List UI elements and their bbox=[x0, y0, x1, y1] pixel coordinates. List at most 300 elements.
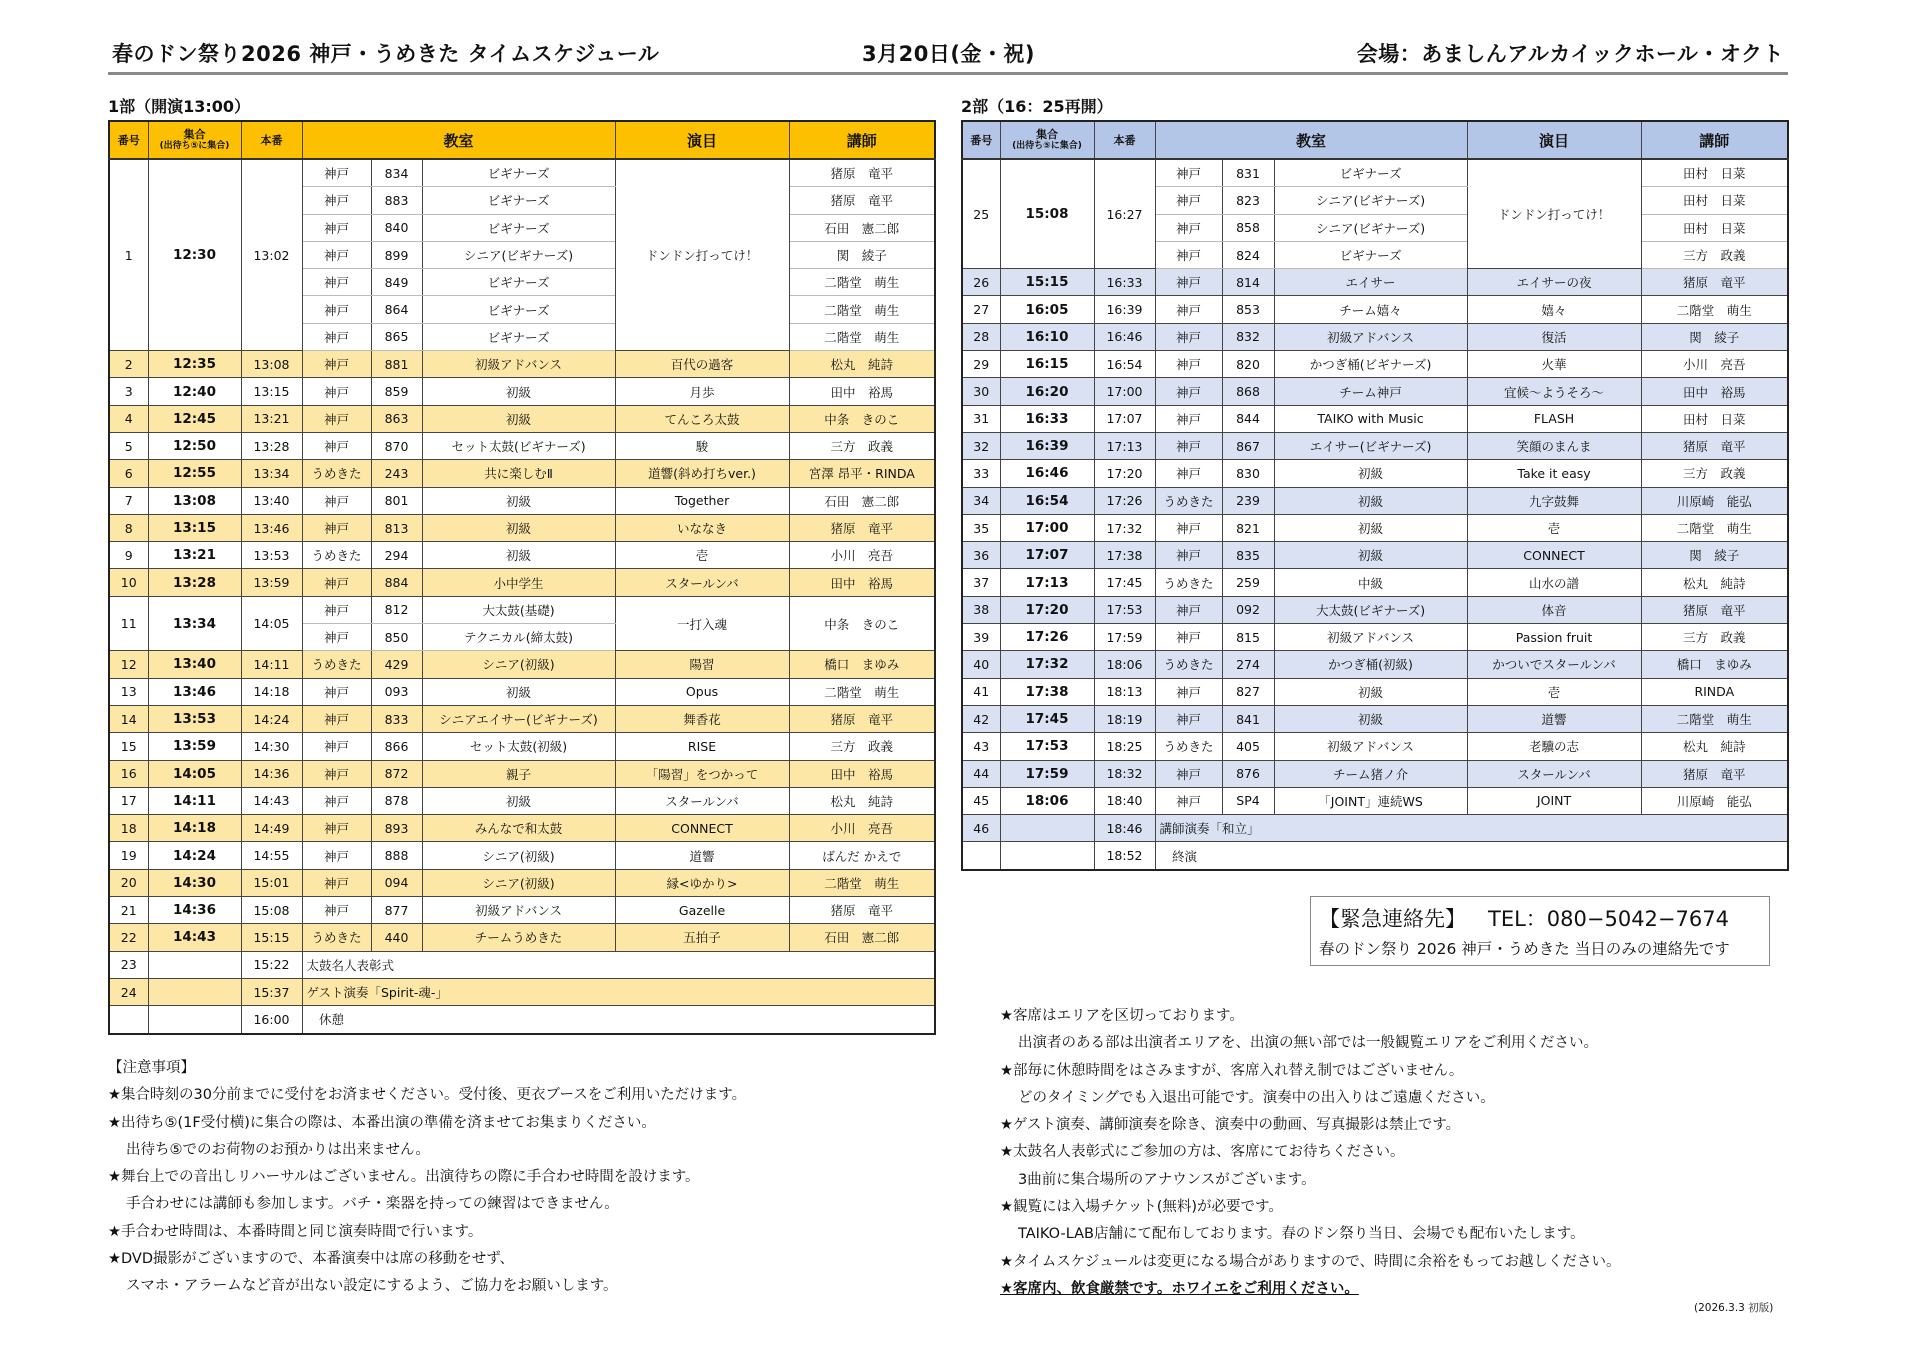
cell-show: 14:11 bbox=[241, 651, 302, 678]
cell-teacher: 松丸 純詩 bbox=[1641, 569, 1788, 596]
cell-gather: 17:13 bbox=[1000, 569, 1094, 596]
table-row bbox=[109, 842, 935, 869]
cell-class: チーム神戸 bbox=[1274, 378, 1467, 405]
cell-show: 15:15 bbox=[241, 924, 302, 951]
header-class: 教室 bbox=[1155, 121, 1467, 159]
table-row bbox=[962, 514, 1788, 541]
cell-location: 神戸 bbox=[1155, 296, 1222, 323]
cell-piece: 百代の過客 bbox=[615, 351, 789, 378]
table-row bbox=[109, 897, 935, 924]
table-row bbox=[109, 869, 935, 896]
cell-no: 12 bbox=[109, 651, 148, 678]
cell-show: 14:55 bbox=[241, 842, 302, 869]
cell-gather: 12:45 bbox=[148, 405, 241, 432]
table-row bbox=[109, 514, 935, 541]
cell-class: テクニカル(締太鼓) bbox=[422, 624, 615, 651]
cell-show: 13:40 bbox=[241, 487, 302, 514]
cell-code: 863 bbox=[371, 405, 422, 432]
cell-no: 24 bbox=[109, 978, 148, 1005]
cell-gather: 13:40 bbox=[148, 651, 241, 678]
cell-show: 17:45 bbox=[1094, 569, 1155, 596]
table-row bbox=[109, 596, 935, 623]
cell-class: シニア(ビギナーズ) bbox=[422, 241, 615, 268]
cell-show: 17:13 bbox=[1094, 432, 1155, 459]
cell-location: 神戸 bbox=[302, 678, 371, 705]
cell-location: 神戸 bbox=[1155, 405, 1222, 432]
cell-teacher: 橋口 まゆみ bbox=[1641, 651, 1788, 678]
cell-gather: 15:15 bbox=[1000, 269, 1094, 296]
cell-code: 824 bbox=[1222, 241, 1274, 268]
cell-gather bbox=[1000, 842, 1094, 870]
cell-no: 25 bbox=[962, 159, 1000, 269]
cell-teacher: 田村 日菜 bbox=[1641, 187, 1788, 214]
cell-teacher: 二階堂 萌生 bbox=[789, 269, 935, 296]
cell-class: エイサー bbox=[1274, 269, 1467, 296]
table-row-event bbox=[109, 1006, 935, 1034]
cell-no: 41 bbox=[962, 678, 1000, 705]
cell-teacher: 二階堂 萌生 bbox=[789, 296, 935, 323]
cell-code: SP4 bbox=[1222, 787, 1274, 814]
cell-class: 初級 bbox=[422, 787, 615, 814]
header-teacher: 講師 bbox=[1641, 121, 1788, 159]
cell-no: 38 bbox=[962, 596, 1000, 623]
cell-piece: 舞香花 bbox=[615, 705, 789, 732]
cell-teacher: 関 綾子 bbox=[1641, 323, 1788, 350]
table-row bbox=[962, 323, 1788, 350]
cell-gather: 17:38 bbox=[1000, 678, 1094, 705]
table-row bbox=[109, 569, 935, 596]
cell-gather: 13:15 bbox=[148, 514, 241, 541]
cell-gather: 12:55 bbox=[148, 460, 241, 487]
note-line: ★太鼓名人表彰式にご参加の方は、客席にてお待ちください。 bbox=[1000, 1144, 1405, 1161]
cell-gather bbox=[148, 978, 241, 1005]
cell-code: 853 bbox=[1222, 296, 1274, 323]
cell-no: 22 bbox=[109, 924, 148, 951]
table-row bbox=[962, 159, 1788, 187]
cell-class: ビギナーズ bbox=[422, 296, 615, 323]
cell-location: 神戸 bbox=[1155, 323, 1222, 350]
cell-code: 831 bbox=[1222, 159, 1274, 187]
cell-no: 14 bbox=[109, 705, 148, 732]
table-row bbox=[962, 269, 1788, 296]
note-line: ★舞台上での音出しリハーサルはございません。出演待ちの際に手合わせ時間を設けます。 bbox=[108, 1169, 700, 1186]
cell-code: 092 bbox=[1222, 596, 1274, 623]
cell-no: 1 bbox=[109, 159, 148, 351]
note-line: ★客席内、飲食厳禁です。ホワイエをご利用ください。 bbox=[1000, 1280, 1359, 1297]
cell-piece: 嬉々 bbox=[1467, 296, 1641, 323]
cell-location: うめきた bbox=[1155, 651, 1222, 678]
note-line: どのタイミングでも入退出可能です。演奏中の出入りはご遠慮ください。 bbox=[1018, 1089, 1495, 1106]
cell-piece: 壱 bbox=[615, 542, 789, 569]
cell-no: 20 bbox=[109, 869, 148, 896]
cell-code: 881 bbox=[371, 351, 422, 378]
cell-location: 神戸 bbox=[302, 787, 371, 814]
table-row bbox=[109, 815, 935, 842]
cell-code: 833 bbox=[371, 705, 422, 732]
cell-code: 840 bbox=[371, 214, 422, 241]
cell-code: 821 bbox=[1222, 514, 1274, 541]
cell-location: 神戸 bbox=[302, 269, 371, 296]
cell-no: 43 bbox=[962, 733, 1000, 760]
cell-location: 神戸 bbox=[302, 241, 371, 268]
table-row bbox=[962, 378, 1788, 405]
cell-gather: 13:21 bbox=[148, 542, 241, 569]
cell-gather: 16:15 bbox=[1000, 351, 1094, 378]
cell-code: 243 bbox=[371, 460, 422, 487]
header-gather-sub: (出待ち⑤に集合) bbox=[159, 141, 230, 151]
cell-teacher: 猪原 竜平 bbox=[1641, 760, 1788, 787]
cell-no: 28 bbox=[962, 323, 1000, 350]
cell-piece: CONNECT bbox=[1467, 542, 1641, 569]
cell-location: 神戸 bbox=[302, 842, 371, 869]
cell-location: うめきた bbox=[1155, 733, 1222, 760]
table-row bbox=[962, 569, 1788, 596]
cell-code: 093 bbox=[371, 678, 422, 705]
cell-location: 神戸 bbox=[1155, 378, 1222, 405]
cell-class: ビギナーズ bbox=[422, 323, 615, 350]
cell-piece: 山水の譜 bbox=[1467, 569, 1641, 596]
table-row bbox=[962, 760, 1788, 787]
cell-class: 大太鼓(基礎) bbox=[422, 596, 615, 623]
cell-piece: かついでスタールンバ bbox=[1467, 651, 1641, 678]
cell-class: みんなで和太鼓 bbox=[422, 815, 615, 842]
cell-class: 小中学生 bbox=[422, 569, 615, 596]
cell-teacher: 三方 政義 bbox=[789, 733, 935, 760]
cell-location: うめきた bbox=[1155, 569, 1222, 596]
cell-class: かつぎ桶(ビギナーズ) bbox=[1274, 351, 1467, 378]
table-row bbox=[962, 596, 1788, 623]
cell-show: 14:43 bbox=[241, 787, 302, 814]
cell-piece: 復活 bbox=[1467, 323, 1641, 350]
cell-location: 神戸 bbox=[1155, 241, 1222, 268]
cell-location: 神戸 bbox=[1155, 514, 1222, 541]
cell-teacher: 二階堂 萌生 bbox=[789, 323, 935, 350]
cell-no: 21 bbox=[109, 897, 148, 924]
cell-teacher: 猪原 竜平 bbox=[789, 897, 935, 924]
cell-piece: 道響 bbox=[615, 842, 789, 869]
cell-code: 883 bbox=[371, 187, 422, 214]
cell-code: 294 bbox=[371, 542, 422, 569]
cell-piece: 駿 bbox=[615, 432, 789, 459]
cell-code: 878 bbox=[371, 787, 422, 814]
cell-class: 中級 bbox=[1274, 569, 1467, 596]
contact-label: 【緊急連絡先】 bbox=[1319, 907, 1466, 931]
cell-class: 共に楽しむⅡ bbox=[422, 460, 615, 487]
table-row bbox=[109, 787, 935, 814]
cell-no: 9 bbox=[109, 542, 148, 569]
cell-code: 888 bbox=[371, 842, 422, 869]
table-row bbox=[962, 624, 1788, 651]
table-row bbox=[109, 378, 935, 405]
cell-class: 初級アドバンス bbox=[422, 351, 615, 378]
table-header-row bbox=[962, 121, 1788, 159]
cell-location: うめきた bbox=[302, 924, 371, 951]
cell-class: セット太鼓(初級) bbox=[422, 733, 615, 760]
cell-class: 初級 bbox=[1274, 514, 1467, 541]
cell-class: チームうめきた bbox=[422, 924, 615, 951]
cell-gather: 14:43 bbox=[148, 924, 241, 951]
cell-gather: 13:08 bbox=[148, 487, 241, 514]
cell-teacher: 川原崎 能弘 bbox=[1641, 787, 1788, 814]
cell-code: 899 bbox=[371, 241, 422, 268]
cell-show: 14:49 bbox=[241, 815, 302, 842]
cell-location: 神戸 bbox=[302, 432, 371, 459]
cell-class: 初級 bbox=[1274, 460, 1467, 487]
cell-location: 神戸 bbox=[302, 351, 371, 378]
cell-teacher: 猪原 竜平 bbox=[1641, 596, 1788, 623]
cell-teacher: 松丸 純詩 bbox=[789, 787, 935, 814]
page-header bbox=[108, 36, 1788, 75]
cell-gather: 16:33 bbox=[1000, 405, 1094, 432]
cell-no: 3 bbox=[109, 378, 148, 405]
notes-right bbox=[1000, 1003, 1621, 1303]
cell-no: 30 bbox=[962, 378, 1000, 405]
table-row bbox=[109, 405, 935, 432]
cell-code: 259 bbox=[1222, 569, 1274, 596]
table-row bbox=[962, 460, 1788, 487]
cell-no: 36 bbox=[962, 542, 1000, 569]
cell-code: 858 bbox=[1222, 214, 1274, 241]
note-line: ★観覧には入場チケット(無料)が必要です。 bbox=[1000, 1199, 1283, 1216]
part1-schedule-table bbox=[108, 120, 936, 1035]
header-no: 番号 bbox=[109, 121, 148, 159]
header-no: 番号 bbox=[962, 121, 1000, 159]
cell-teacher: 三方 政義 bbox=[1641, 460, 1788, 487]
header-show: 本番 bbox=[1094, 121, 1155, 159]
cell-gather: 16:10 bbox=[1000, 323, 1094, 350]
cell-code: 884 bbox=[371, 569, 422, 596]
cell-show: 13:34 bbox=[241, 460, 302, 487]
cell-show: 13:46 bbox=[241, 514, 302, 541]
cell-gather: 13:46 bbox=[148, 678, 241, 705]
cell-location: うめきた bbox=[302, 542, 371, 569]
table-row bbox=[962, 405, 1788, 432]
cell-teacher: 三方 政義 bbox=[1641, 241, 1788, 268]
cell-location: 神戸 bbox=[1155, 187, 1222, 214]
note-line: 出待ち⑤でのお荷物のお預かりは出来ません。 bbox=[126, 1141, 430, 1158]
cell-gather: 18:06 bbox=[1000, 787, 1094, 814]
cell-location: 神戸 bbox=[302, 596, 371, 623]
table-header-row bbox=[109, 121, 935, 159]
table-row-event bbox=[962, 842, 1788, 870]
cell-class: 初級アドバンス bbox=[1274, 733, 1467, 760]
cell-no: 27 bbox=[962, 296, 1000, 323]
cell-show: 13:21 bbox=[241, 405, 302, 432]
cell-teacher: 二階堂 萌生 bbox=[789, 869, 935, 896]
cell-code: 868 bbox=[1222, 378, 1274, 405]
cell-show: 18:40 bbox=[1094, 787, 1155, 814]
cell-teacher: 関 綾子 bbox=[1641, 542, 1788, 569]
note-line: ★タイムスケジュールは変更になる場合がありますので、時間に余裕をもってお越しください。 bbox=[1000, 1253, 1621, 1270]
cell-class: 初級 bbox=[422, 514, 615, 541]
cell-piece: 笑顔のまんま bbox=[1467, 432, 1641, 459]
table-row bbox=[109, 651, 935, 678]
cell-code: 830 bbox=[1222, 460, 1274, 487]
cell-no bbox=[109, 1006, 148, 1034]
cell-no: 6 bbox=[109, 460, 148, 487]
cell-class: シニア(初級) bbox=[422, 842, 615, 869]
header-gather-label: 集合 bbox=[1036, 128, 1058, 141]
cell-class: ビギナーズ bbox=[422, 269, 615, 296]
cell-location: 神戸 bbox=[302, 296, 371, 323]
table-row bbox=[962, 296, 1788, 323]
cell-no: 8 bbox=[109, 514, 148, 541]
cell-location: 神戸 bbox=[302, 159, 371, 187]
cell-show: 18:06 bbox=[1094, 651, 1155, 678]
cell-gather: 14:11 bbox=[148, 787, 241, 814]
cell-code: 239 bbox=[1222, 487, 1274, 514]
cell-piece: 「陽習」をつかって bbox=[615, 760, 789, 787]
cell-gather: 13:34 bbox=[148, 596, 241, 651]
cell-location: うめきた bbox=[1155, 487, 1222, 514]
cell-no: 2 bbox=[109, 351, 148, 378]
cell-teacher: 田中 裕馬 bbox=[789, 569, 935, 596]
cell-teacher: 猪原 竜平 bbox=[789, 705, 935, 732]
cell-gather: 16:05 bbox=[1000, 296, 1094, 323]
cell-teacher: 猪原 竜平 bbox=[1641, 432, 1788, 459]
cell-class: ビギナーズ bbox=[422, 214, 615, 241]
cell-teacher: 関 綾子 bbox=[789, 241, 935, 268]
cell-gather: 17:45 bbox=[1000, 705, 1094, 732]
version-label: (2026.3.3 初版) bbox=[1694, 1302, 1774, 1314]
table-row bbox=[109, 460, 935, 487]
cell-teacher: 二階堂 萌生 bbox=[1641, 705, 1788, 732]
cell-teacher: 田村 日菜 bbox=[1641, 214, 1788, 241]
cell-piece: 五拍子 bbox=[615, 924, 789, 951]
cell-show: 17:53 bbox=[1094, 596, 1155, 623]
cell-class: エイサー(ビギナーズ) bbox=[1274, 432, 1467, 459]
cell-gather: 17:00 bbox=[1000, 514, 1094, 541]
cell-class: 初級 bbox=[422, 378, 615, 405]
notes-left bbox=[108, 1055, 746, 1301]
cell-gather: 17:32 bbox=[1000, 651, 1094, 678]
cell-teacher: 小川 亮吾 bbox=[789, 542, 935, 569]
cell-code: 827 bbox=[1222, 678, 1274, 705]
cell-piece: スタールンバ bbox=[1467, 760, 1641, 787]
cell-show: 14:36 bbox=[241, 760, 302, 787]
cell-location: 神戸 bbox=[1155, 432, 1222, 459]
cell-location: 神戸 bbox=[1155, 596, 1222, 623]
table-row bbox=[962, 787, 1788, 814]
cell-piece: 一打入魂 bbox=[615, 596, 789, 651]
cell-show: 17:26 bbox=[1094, 487, 1155, 514]
cell-gather: 12:50 bbox=[148, 432, 241, 459]
cell-show: 16:54 bbox=[1094, 351, 1155, 378]
cell-teacher: 猪原 竜平 bbox=[789, 514, 935, 541]
cell-class: 初級 bbox=[422, 487, 615, 514]
cell-teacher: 石田 憲二郎 bbox=[789, 487, 935, 514]
cell-teacher: 三方 政義 bbox=[1641, 624, 1788, 651]
cell-teacher: 二階堂 萌生 bbox=[789, 678, 935, 705]
table-row bbox=[962, 487, 1788, 514]
cell-no: 40 bbox=[962, 651, 1000, 678]
cell-class: ビギナーズ bbox=[422, 159, 615, 187]
cell-location: 神戸 bbox=[302, 405, 371, 432]
cell-show: 17:59 bbox=[1094, 624, 1155, 651]
cell-class: 初級 bbox=[422, 542, 615, 569]
venue: 会場：あましんアルカイックホール・オクト bbox=[1356, 42, 1784, 66]
cell-no: 19 bbox=[109, 842, 148, 869]
cell-piece: エイサーの夜 bbox=[1467, 269, 1641, 296]
cell-gather: 16:39 bbox=[1000, 432, 1094, 459]
cell-teacher: 松丸 純詩 bbox=[1641, 733, 1788, 760]
cell-no: 26 bbox=[962, 269, 1000, 296]
cell-teacher: 猪原 竜平 bbox=[1641, 269, 1788, 296]
cell-event: 終演 bbox=[1155, 842, 1788, 870]
header-gather-label: 集合 bbox=[183, 128, 206, 141]
table-row bbox=[109, 542, 935, 569]
table-row bbox=[109, 733, 935, 760]
cell-gather: 14:36 bbox=[148, 897, 241, 924]
table-row-event bbox=[962, 815, 1788, 842]
cell-code: 870 bbox=[371, 432, 422, 459]
cell-show: 18:13 bbox=[1094, 678, 1155, 705]
cell-show: 15:08 bbox=[241, 897, 302, 924]
cell-gather: 14:18 bbox=[148, 815, 241, 842]
table-row bbox=[109, 678, 935, 705]
cell-code: 429 bbox=[371, 651, 422, 678]
cell-show: 17:32 bbox=[1094, 514, 1155, 541]
cell-gather bbox=[1000, 815, 1094, 842]
cell-class: チーム嬉々 bbox=[1274, 296, 1467, 323]
cell-gather: 14:05 bbox=[148, 760, 241, 787]
cell-code: 834 bbox=[371, 159, 422, 187]
cell-show: 16:27 bbox=[1094, 159, 1155, 269]
cell-teacher: 松丸 純詩 bbox=[789, 351, 935, 378]
cell-show: 15:01 bbox=[241, 869, 302, 896]
cell-teacher: 猪原 竜平 bbox=[789, 187, 935, 214]
cell-show: 16:39 bbox=[1094, 296, 1155, 323]
cell-no: 45 bbox=[962, 787, 1000, 814]
cell-show: 16:00 bbox=[241, 1006, 302, 1034]
header-gather bbox=[1000, 121, 1094, 159]
table-row bbox=[962, 705, 1788, 732]
cell-show: 16:33 bbox=[1094, 269, 1155, 296]
cell-teacher: 三方 政義 bbox=[789, 432, 935, 459]
table-row bbox=[109, 159, 935, 187]
cell-location: 神戸 bbox=[1155, 214, 1222, 241]
cell-piece: てんころ太鼓 bbox=[615, 405, 789, 432]
cell-piece: RISE bbox=[615, 733, 789, 760]
part2-schedule-table bbox=[961, 120, 1789, 871]
cell-teacher: 小川 亮吾 bbox=[1641, 351, 1788, 378]
cell-gather bbox=[148, 951, 241, 978]
cell-code: 850 bbox=[371, 624, 422, 651]
cell-code: 893 bbox=[371, 815, 422, 842]
cell-gather: 17:07 bbox=[1000, 542, 1094, 569]
cell-location: 神戸 bbox=[1155, 460, 1222, 487]
cell-piece: CONNECT bbox=[615, 815, 789, 842]
cell-class: 初級 bbox=[1274, 678, 1467, 705]
cell-location: 神戸 bbox=[1155, 542, 1222, 569]
cell-class: セット太鼓(ビギナーズ) bbox=[422, 432, 615, 459]
cell-teacher: 田村 日菜 bbox=[1641, 405, 1788, 432]
cell-no: 18 bbox=[109, 815, 148, 842]
cell-location: うめきた bbox=[302, 460, 371, 487]
cell-no: 16 bbox=[109, 760, 148, 787]
cell-location: 神戸 bbox=[302, 187, 371, 214]
cell-code: 865 bbox=[371, 323, 422, 350]
cell-location: 神戸 bbox=[302, 705, 371, 732]
cell-piece: Passion fruit bbox=[1467, 624, 1641, 651]
cell-location: 神戸 bbox=[302, 323, 371, 350]
cell-gather: 13:59 bbox=[148, 733, 241, 760]
event-date: 3月20日(金・祝) bbox=[862, 42, 1036, 66]
cell-code: 812 bbox=[371, 596, 422, 623]
cell-location: 神戸 bbox=[1155, 678, 1222, 705]
cell-class: 初級 bbox=[1274, 542, 1467, 569]
header-gather bbox=[148, 121, 241, 159]
